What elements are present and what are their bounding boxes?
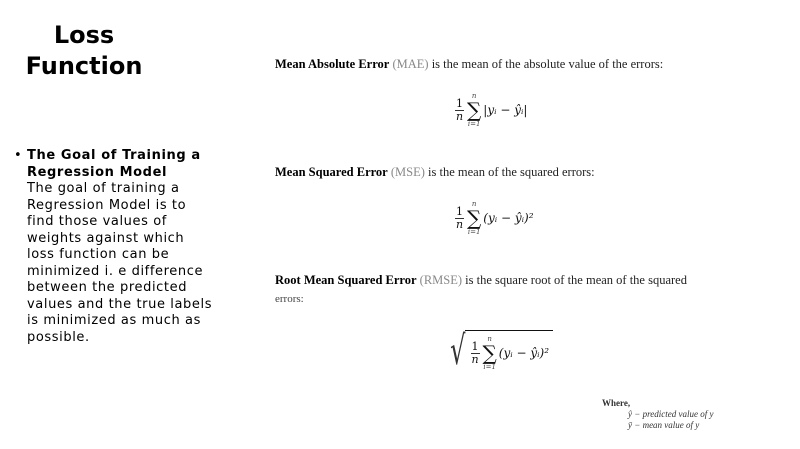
where-label: Where, bbox=[602, 398, 631, 408]
bullet-dot-icon: • bbox=[14, 148, 23, 163]
square-root bbox=[445, 328, 553, 374]
rmse-name: Root Mean Squared Error bbox=[275, 273, 417, 287]
mae-summation: n ∑ i=1 bbox=[467, 92, 482, 128]
mae-abbr: (MAE) bbox=[392, 57, 429, 71]
mse-definition bbox=[275, 162, 595, 182]
radical-icon: √ bbox=[450, 328, 466, 374]
mae-name: Mean Absolute Error bbox=[275, 57, 390, 71]
mae-definition bbox=[275, 54, 663, 74]
mse-equation bbox=[455, 200, 534, 236]
rmse-fraction: $\frac{1}{n}$ bbox=[471, 339, 479, 366]
sigma-icon: ∑ bbox=[467, 206, 482, 230]
mae-equation bbox=[455, 92, 527, 128]
mse-summation: n ∑ i=1 bbox=[467, 200, 482, 236]
mse-name: Mean Squared Error bbox=[275, 165, 388, 179]
bullet-content bbox=[27, 148, 214, 346]
bullet-item bbox=[14, 148, 214, 346]
sigma-icon: ∑ bbox=[467, 98, 482, 122]
mse-abbr: (MSE) bbox=[390, 165, 425, 179]
legend-where bbox=[602, 398, 713, 431]
rmse-equation bbox=[445, 328, 553, 374]
rmse-expression: (yᵢ − ŷᵢ)² bbox=[498, 346, 550, 360]
rmse-abbr: (RMSE) bbox=[419, 273, 463, 287]
mse-expression: (yᵢ − ŷᵢ)² bbox=[483, 211, 534, 225]
sigma-icon: ∑ bbox=[482, 341, 497, 365]
bullet-heading: The Goal of Training a Regression Model bbox=[27, 148, 201, 180]
rmse-definition bbox=[275, 270, 687, 290]
formula-image bbox=[265, 40, 765, 440]
where-line-mean: ȳ − mean value of y bbox=[628, 420, 700, 430]
rmse-radicand bbox=[465, 330, 554, 371]
slide-title: Loss Function bbox=[25, 21, 143, 80]
mae-expression: |yᵢ − ŷᵢ| bbox=[483, 103, 528, 117]
bullet-body: The goal of training a Regression Model is to find those values of weights against which loss function can be minimized i. e difference between the predicted values and the true labels is minimized as much as possible. bbox=[27, 181, 213, 345]
mse-description: is the mean of the squared errors: bbox=[428, 165, 595, 179]
rmse-summation: n ∑ i=1 bbox=[482, 335, 497, 371]
mae-fraction: $\frac{1}{n}$ bbox=[455, 96, 464, 123]
where-line-predicted: ŷ − predicted value of y bbox=[628, 409, 714, 419]
rmse-description: is the square root of the mean of the squared bbox=[465, 273, 687, 287]
mae-description: is the mean of the absolute value of the errors: bbox=[431, 57, 664, 71]
rmse-description-cont: errors: bbox=[275, 293, 304, 305]
bullet-list bbox=[14, 148, 214, 346]
mse-fraction: $\frac{1}{n}$ bbox=[455, 204, 464, 231]
